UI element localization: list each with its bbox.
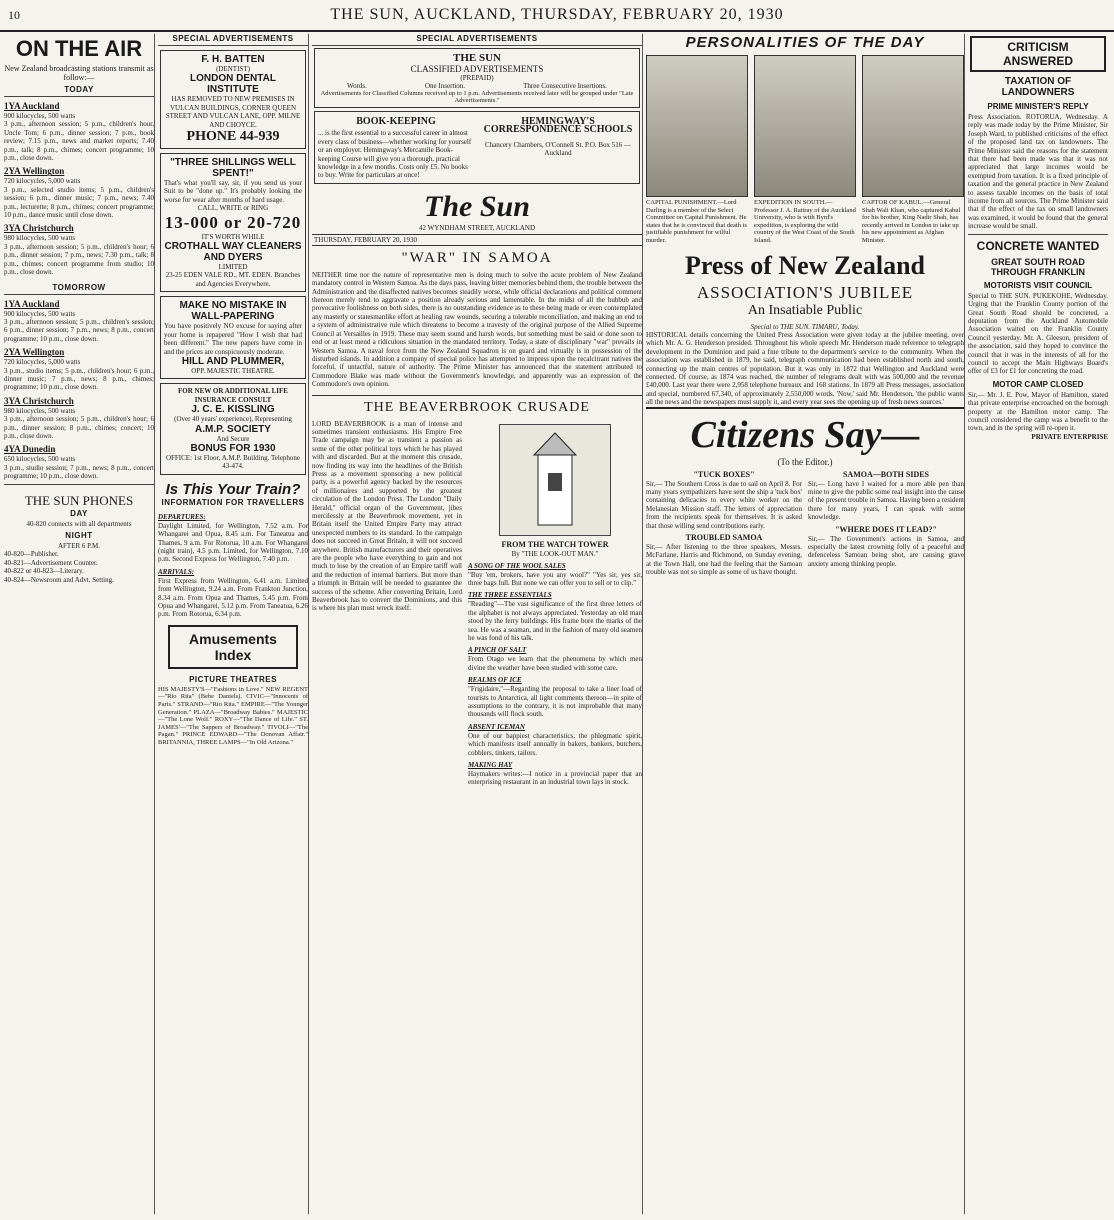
cleaners-text: That's what you'll say, sir, if you send us your Suit to be "done up." It's probably looking the worse for wear after months of hard usage. (164, 179, 302, 204)
insurance-name: J. C. E. KISSLING (191, 404, 275, 416)
wt-heading: MAKING HAY (468, 761, 513, 770)
wt-text: "Buy 'em, brokers, have you any wool?" "Yes sir, yes sir, three bags full. But none we can offer you to sell or to clip." (468, 570, 642, 587)
wt-text: Haymakers writes:—I notice in a provincial paper that an enterprising restaurant in an industrial town lays in stock. (468, 770, 642, 787)
bookkeeping-address: Chancery Chambers, O'Connell St. P.O. Box 516 — Auckland (484, 140, 632, 158)
editorial-title: "WAR" IN SAMOA (401, 249, 553, 266)
bookkeeping-firm: HEMINGWAY'S CORRESPONDENCE SCHOOLS (483, 116, 633, 136)
concrete-text: Special to THE SUN. PUKEKOHE, Wednesday. Urging that the Franklin County portion of the Great South Road should be concreted, a deputation from the Auckland Automobile Association waited on the Franklin County Council yesterday. Mr. A. Gleeson, president of the association, said they hoped to convince the council that it was in the interests of all for the council to accept the Main Highways Board's offer of £3 for £1 for concreting the road. (968, 291, 1108, 376)
masthead (0, 0, 1114, 32)
insurance-ad (160, 383, 306, 474)
on-the-air-column (4, 34, 155, 1214)
station-freq: 900 kilocycles, 500 watts (4, 309, 76, 318)
wt-heading: A SONG OF THE WOOL SALES (468, 561, 566, 570)
wt-heading: A PINCH OF SALT (468, 646, 527, 655)
press-title: Press of New Zealand (684, 250, 925, 280)
letter-text: Sir,— Long have I waited for a more able pen than mine to give the public some real insight into the cause of the present trouble in Samoa. Having been a resident there for many years, I can speak with some knowledge. (808, 479, 964, 522)
press-text: HISTORICAL details concerning the United Press Association were given today at the jubilee meeting, over which Mr. A. G. Henderson presided. Throughout his whole speech Mr. Henderson made reference to telegraph development in the Dominion and paid a fine tribute to the department's service to the community. When the association was established in 1879, he said, telegraph communication had been established north and south, connecting up the main centres of population. But it was only in 1872 that Wellington and Auckland were connected. Of course, as 1874 was reached, the number of telegrams dealt with was 500,000 and the revenue £40,000. Last year there were 2,958 telephone bureaux and 168 stations. In 1879 all Press messages, association and special, numbered 67,340, of approximately 2,550,000 words. 'Now,' said Mr. Henderson, 'the public wants all the news and the newspapers must supply it, and every year sees the opening up of fresh news sources.' (646, 330, 964, 407)
lower-editorial (312, 420, 642, 787)
station-freq: 720 kilocycles, 5,000 watts (4, 177, 81, 186)
citizens-letters (646, 467, 964, 577)
cleaners-worth: IT'S WORTH WHILE (201, 232, 265, 241)
letter-text: Sir,— After listening to the three speakers, Messrs. McFarlane, Harris and Richmond, on Sunday evening, at the Town Hall, one had the feeling that the Samoan trouble was not so simple as some of us have thought. (646, 543, 802, 577)
newspaper-title: THE SUN, AUCKLAND, THURSDAY, FEBRUARY 20, 1930 (330, 6, 784, 23)
camp-title: MOTOR CAMP CLOSED (992, 379, 1084, 389)
rate-col: Words. (347, 82, 367, 90)
cleaners-limited: LIMITED (218, 263, 248, 272)
insurance-title: FOR NEW OR ADDITIONAL LIFE INSURANCE CONSULT (178, 387, 288, 404)
station-name: 3YA Christchurch (4, 395, 74, 406)
sun-phones-line: 40-822 or 40-823—Literary. (4, 567, 84, 576)
letter-text: Sir,— The Government's actions in Samoa, and especially the latest crowning folly of a peaceful and defenceless Samoan being shot, are causing grave anxiety among thinking people. (808, 534, 964, 568)
photo-caption: EXPEDITION IN SOUTH.—Professor J. A. Rattray of the Auckland University, who is with Byrd's expedition, is exploring the wild country of the West Coast of the South Island. (754, 199, 856, 244)
arrivals-label: ARRIVALS: (158, 567, 195, 576)
criticism-sub-2: PRIME MINISTER'S REPLY (987, 102, 1089, 111)
cleaners-phone: 13-000 or 20-720 (164, 212, 302, 232)
today-label: TODAY (4, 85, 154, 97)
sun-phones-night: NIGHT (65, 531, 93, 540)
batten-institute: LONDON DENTAL INSTITUTE (190, 73, 276, 96)
sun-phones-title: THE SUN PHONES (24, 492, 134, 508)
editorial-text: NEITHER time nor the nature of representative men is doing much to solve the acute problem of New Zealand mandatory control in Western Samoa. As the days pass, leaving bitter memories behind them, the trouble between the Administration and the disaffected natives becomes steadily worse, while official declarations and political comment thereon merely tend to aggravate a position already serious and lamentable. In the midst of all the hubbub and provocative foolishness on both sides, there is no outstanding evidence as to these being made or even contemplated any masterly or statesmanlike effort at healing raw wounds, securing a tolerable reconciliation, and making an end to a system of administrative rule which threatens to become a travesty of the original purpose of the Allied Supreme Council at Versailles in 1919. These may seem sound and harsh words, but something must be said or done soon to end or at least mend a ridiculous situation in the mandated territory. Today, a state of disciplinary "war" prevails in Western Samoa. A naval force from the New Zealand Squadron is on guard and virtually is in possession of the disturbed islands. In addition a company of special police has attempted to impress upon the recalcitrant natives the forceful, if untactful, nature of authority. The Prime Minister has announced that the statement attributed to Commodore Blake was made without the Government's knowledge, and apparently was an expression of the Commodore's own opinion. (312, 270, 642, 389)
insurance-and: And Secure (216, 434, 250, 443)
classified-header: SPECIAL ADVERTISEMENTS (312, 34, 642, 46)
station-freq: 980 kilocycles, 500 watts (4, 406, 76, 415)
photo-caption: CAPTOR OF KABUL.—General Shah Wali Khan, who captured Kabul for his brother, King Nadir Shah, has recently arrived in London to take up his new appointment as Afghan Minister. (862, 199, 961, 244)
sun-phones-day: DAY (70, 508, 88, 518)
wt-heading: THE THREE ESSENTIALS (468, 591, 552, 600)
station-name: 4YA Dunedin (4, 444, 56, 455)
picture-theatres-label: PICTURE THEATRES (189, 674, 277, 684)
tomorrow-4ya (4, 444, 154, 480)
on-the-air-title: ON THE AIR (15, 36, 143, 61)
watch-tower-byline: By "THE LOOK-OUT MAN." (511, 549, 599, 558)
station-programme: 3 p.m., afternoon session; 5 p.m., children's session; 6 p.m., dinner session; 7 p.m., news; 8 p.m., concert programme; 10 p.m., close down. (4, 317, 154, 343)
watch-tower-illustration (499, 424, 611, 536)
beaverbrook-article (312, 420, 462, 787)
news-block (646, 34, 965, 1214)
classified-box (314, 48, 640, 108)
bookkeeping-right (477, 112, 639, 183)
tomorrow-3ya (4, 396, 154, 441)
tomorrow-2ya (4, 347, 154, 392)
station-programme: 3 p.m., afternoon session; 5 p.m., children's hour; 6 p.m., dinner session; 7 p.m., news; 7.30 p.m., talk; 8 p.m., chimes; concert programme from studio; 10 p.m., close down. (4, 242, 154, 277)
departures-text: Daylight Limited, for Wellington, 7.52 a.m. For Whangarei and Opua, 8.45 a.m. For Taneatua and Thames, 9 a.m. For Rotorua, 10 a.m. For Whangarei (night train), 4.5 p.m. Limited, for Wellington, 7.10 p.m. Second Express for Wellington, 7.40 p.m. (158, 521, 308, 564)
station-programme: 3 p.m., studio session; 7 p.m., news; 8 p.m., concert programme; 10 p.m., close down. (4, 463, 154, 481)
batten-ad (160, 50, 306, 149)
right-column (968, 34, 1108, 1214)
cleaners-title: "THREE SHILLINGS WELL SPENT!" (170, 157, 296, 180)
criticism-text: Press Association. ROTORUA, Wednesday. A reply was made today by the Prime Minister, Sir Joseph Ward, to published criticisms of the effect of the proposed land tax on landowners. The Prime Minister said the reasons for the statement that there had been made was that it was not appreciated that large incomes would be exempted from taxation. It is a fixed principle of taxation and the general practice in New Zealand to assess taxable incomes on the basis of total income from all sources. The Prime Minister said that if the effect of the tax on small landowners was examined, it would be found that the general increase would be small. (968, 113, 1108, 231)
sun-phones-line: 40-821—Advertisement Counter. (4, 558, 98, 567)
wt-heading: REALMS OF ICE (468, 676, 522, 685)
letter-heading: TROUBLED SAMOA (685, 533, 763, 543)
portrait-image (646, 55, 748, 197)
cleaners-call: CALL, WRITE or RING (197, 204, 269, 213)
beaverbrook-title: THE BEAVERBROOK CRUSADE (312, 395, 642, 416)
press-dateline: Special to THE SUN. TIMARU, Today. (750, 322, 860, 331)
wt-text: From Otago we learn that the phenomena by which men divine the weather have been studied with some care. (468, 655, 642, 672)
train-title: Is This Your Train? (165, 480, 301, 498)
bookkeeping-title: BOOK-KEEPING (356, 116, 436, 127)
classified-prepaid: (PREPAID) (460, 74, 494, 82)
photo-rattray (754, 55, 856, 245)
special-ads-header: SPECIAL ADVERTISEMENTS (158, 34, 308, 46)
papering-firm: HILL AND PLUMMER, (181, 355, 285, 367)
camp-text: Sir,— Mr. J. E. Pow, Mayor of Hamilton, stated that private enterprise encroached on the borough property at the Hamilton motor camp. The council considered the camp was a benefit to the town, and in the spring will re-open it. (968, 390, 1108, 433)
station-name: 2YA Wellington (4, 347, 65, 358)
classified-sub: CLASSIFIED ADVERTISEMENTS (410, 64, 544, 74)
editorial-column (312, 34, 643, 1214)
tomorrow-1ya (4, 299, 154, 344)
station-programme: 3 p.m., selected studio items; 5 p.m., children's session; 6 p.m., dinner music; 7 p.m., news; 7.40 p.m., lecturette; 8 p.m., chimes; concert programme; 10 p.m., dance music until close down. (4, 185, 154, 220)
rate-col: One Insertion. (425, 82, 466, 90)
portrait-image (862, 55, 964, 197)
station-freq: 980 kilocycles, 500 watts (4, 234, 76, 243)
batten-phone: PHONE 44-939 (186, 129, 280, 145)
visit-title: MOTORISTS VISIT COUNCIL (983, 280, 1093, 290)
sun-phones-line: 40-824—Newsroom and Advt. Setting. (4, 575, 114, 584)
bookkeeping-text: ... is the first essential to a successful career in almost every class of business—whether working for yourself or an employer. Hemingway's Mercantile Book-keeping Course will give you a thorough, practical knowledge in a few months. Costs only £5. No books to buy. Write for particulars at once! (318, 129, 472, 180)
classified-note: Advertisements for Classified Columns received up to 1 p.m. Advertisements received later will be grouped under "Late Advertisements." (320, 90, 634, 104)
criticism-title: CRITICISM ANSWERED (970, 36, 1106, 72)
photo-darling (646, 55, 748, 245)
portrait-image (754, 55, 856, 197)
watch-tower (468, 420, 642, 787)
photo-shah-wali (862, 55, 964, 245)
wt-text: "Frigidaire,"—Regarding the proposal to take a liner load of tourists to Antarctica, all light comments thereon—in spite of assumptions to the contrary, it is not improbable that many thousands will flock south. (468, 685, 642, 719)
letters-left (646, 467, 802, 577)
sun-phones-day-text: 40-820 connects with all departments (26, 519, 132, 528)
station-name: 1YA Auckland (4, 101, 60, 111)
papering-address: OPP. MAJESTIC THEATRE. (191, 366, 275, 375)
press-subtitle-2: An Insatiable Public (747, 302, 863, 318)
photo-caption: CAPITAL PUNISHMENT.—Lord Darling is a member of the Select Committee on Capital Punishment. He states that he is convinced that death is justifiable punishment for wilful murder. (646, 199, 747, 244)
personalities-photos (646, 55, 964, 245)
on-the-air-subtitle: New Zealand broadcasting stations transmit as follow:— (4, 64, 154, 82)
station-freq: 650 kilocycles, 500 watts (4, 455, 76, 464)
sun-logo: The Sun (424, 189, 530, 223)
papering-ad (160, 296, 306, 379)
station-2ya (4, 166, 154, 219)
papering-text: You have positively NO excuse for saying after your home is repapered "How I wish that had been different." The new papers have come in and the prices are conspicuously moderate. (164, 322, 302, 356)
sun-phones-line: 40-820—Publisher. (4, 550, 59, 559)
watch-tower-title: FROM THE WATCH TOWER (501, 539, 609, 549)
station-programme: 3 p.m., studio items; 5 p.m., children's hour; 6 p.m., dinner music; 7 p.m., news; 8 p.m., chimes; programme; 10 p.m., close down. (4, 366, 154, 392)
letter-heading: SAMOA—BOTH SIDES (842, 469, 930, 479)
station-programme: 3 p.m., afternoon session; 5 p.m., children's hour; 6 p.m., dinner session; 8 p.m., chimes; concert; 10 p.m., close down. (4, 415, 154, 440)
concrete-title: CONCRETE WANTED (976, 238, 1100, 253)
station-3ya (4, 223, 154, 276)
watch-tower-icon (500, 425, 610, 535)
station-name: 2YA Wellington (4, 166, 65, 177)
rate-col: Three Consecutive Insertions. (523, 82, 607, 90)
page-number: 10 (8, 8, 20, 22)
edition-line (312, 234, 642, 246)
letter-heading: "TUCK BOXES" (693, 469, 755, 479)
amusements-text: HIS MAJESTY'S—"Fashions in Love." NEW REGENT—"Rio Rita" (Bebe Daniels). CIVIC—"Innocents of Paris." STRAND—"Rio Rita." EMPIRE—"The Younger Generation." PLAZA—"Broadway Babies." MAJESTIC—"The Lone Wolf." ROXY—"The Dance of Life." ST. JAMES'—"The Sappers of Broadway." TIVOLI—"The Pagan." PRINCE EDWARD—"The Donovan Affair." BRITANNIA, THREE LAMPS—"In Old Arizona." (158, 685, 308, 746)
station-freq: 900 kilocycles, 500 watts (4, 112, 76, 120)
beaverbrook-text: LORD BEAVERBROOK is a man of intense and sometimes transient enthusiasms. His Empire Free Trade campaign may be as transient a passion as some of the other political toys which he has played with and discarded. But at the moment this crusade, now finding its way into the headlines of the British Press as a movement sponsoring a new political party, is a powerful agency backed by the resources of millionaires and supported by the greatest circulation of the London Press. The London "Daily Herald," official organ of the Government, jibes mercilessly at the Beaverbrook movement, yet in Britain itself the United Empire Party may attract unexpected numbers to its standard. In the campaign does not succeed in Great Britain, it will not succeed anywhere. British manufacturers and their operatives are the people who have everything to gain and not much to lose by the creation of an Empire tariff wall and the reduction of internal barriers. But more than a triumph in Britain will be needed to guarantee the success of the scheme. After converting Britain, Lord Beaverbrook has to convert the Dominions, and this is where his plan must wreck itself. (312, 419, 462, 613)
bookkeeping-left (315, 112, 477, 183)
station-programme: 3 p.m., afternoon session; 5 p.m., children's hour, Uncle Tom; 6 p.m., dinner session; 7 p.m., book review; 7.15 p.m., news and market reports; 7.40 p.m., talk; 8 p.m., chimes; concert programme; 10 p.m., close down. (4, 120, 154, 163)
insurance-bonus: BONUS FOR 1930 (190, 442, 276, 454)
sun-address: 42 WYNDHAM STREET, AUCKLAND (418, 223, 536, 232)
station-1ya (4, 101, 154, 162)
cleaners-firm: CROTHALL WAY CLEANERS AND DYERS (164, 241, 302, 264)
insurance-society: A.M.P. SOCIETY (195, 423, 271, 435)
cleaners-address: 23-25 EDEN VALE RD., MT. EDEN. Branches and Agencies Everywhere. (165, 271, 301, 288)
arrivals-text: First Express from Wellington, 6.41 a.m. Limited from Wellington, 9.24 a.m. From Frankton Junction, 8.34 a.m. From Opua and Thames, 5.45 p.m. From Opua and Whangarei, 5.12 p.m. From Taneatua, 6.26 p.m. From Rotorua, 6.34 p.m. (158, 576, 308, 619)
insurance-line: (Over 40 years' experience), Representing (174, 415, 292, 424)
bookkeeping-ad (314, 111, 640, 184)
special-ads-column (158, 34, 309, 1214)
wt-text: One of our happiest characteristics, the phlegmatic spirit, which manifests itself annually in bakers, bankers, butchers, cobblers, tinkers, tailors. (468, 731, 642, 757)
letter-heading: "WHERE DOES IT LEAD?" (835, 524, 937, 534)
insurance-office: OFFICE: 1st Floor, A.M.P. Building. Telephone 43-474. (165, 453, 301, 471)
amusements-title: Amusements Index (168, 625, 298, 669)
wt-heading: ABSENT ICEMAN (468, 722, 525, 731)
camp-signature: PRIVATE ENTERPRISE (1031, 432, 1108, 441)
cleaners-ad (160, 153, 306, 292)
train-sub: INFORMATION FOR TRAVELLERS (161, 497, 305, 507)
citizens-title: Citizens Say— (646, 407, 964, 457)
citizens-sub: (To the Editor.) (777, 456, 833, 467)
papering-title: MAKE NO MISTAKE IN WALL-PAPERING (179, 300, 287, 323)
station-name: 1YA Auckland (4, 298, 60, 309)
criticism-sub: TAXATION OF LANDOWNERS (1001, 76, 1075, 98)
sun-phones-after: AFTER 6 P.M. (57, 542, 100, 550)
station-freq: 720 kilocycles, 5,000 watts (4, 358, 81, 367)
classified-title: THE SUN (453, 52, 501, 64)
wt-text: "Reading"—The vast significance of the first three letters of the alphabet is not always appreciated. Yesterday an old man stood by the ferry buildings. His frame bore the marks of the sea. He was a seaman, and in the fashion of many old seamen he was fond of his talk. (468, 600, 642, 642)
press-subtitle: ASSOCIATION'S JUBILEE (696, 282, 914, 302)
letter-text: Sir,— The Southern Cross is due to sail on April 8. For many years sympathizers have sent the ship a 'tuck box' containing delicacies to every white worker on the Melanesian Mission staff. The letters of appreciation from the recipients speak for themselves. It is asked that those willing send contributions early. (646, 479, 802, 530)
departures-label: DEPARTURES: (158, 512, 206, 521)
classified-rates (318, 82, 636, 90)
station-name: 3YA Christchurch (4, 223, 74, 234)
batten-name: F. H. BATTEN (201, 54, 265, 65)
personalities-title: PERSONALITIES OF THE DAY (685, 34, 925, 51)
batten-text: HAS REMOVED TO NEW PREMISES IN VULCAN BUILDINGS, CORNER QUEEN STREET AND VULCAN LANE, OPP. MILNE AND CHOYCE. (165, 95, 301, 129)
letters-right (808, 467, 964, 577)
road-title: GREAT SOUTH ROAD THROUGH FRANKLIN (991, 256, 1085, 277)
batten-role: (DENTIST) (216, 65, 250, 73)
edition-date: THURSDAY, FEBRUARY 20, 1930 (314, 235, 418, 244)
tomorrow-label: TOMORROW (4, 283, 154, 295)
